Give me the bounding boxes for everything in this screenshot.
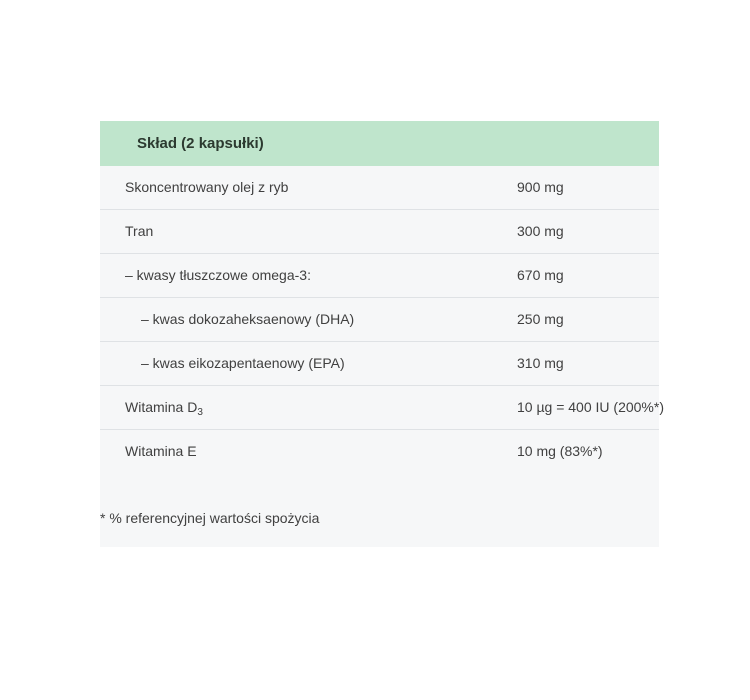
ingredient-amount: 900 mg: [517, 179, 564, 195]
ingredient-amount: 670 mg: [517, 267, 564, 283]
table-row: [100, 166, 659, 210]
ingredient-name: Witamina E: [125, 443, 197, 459]
ingredient-name: – kwasy tłuszczowe omega-3:: [125, 267, 311, 283]
table-row: [100, 254, 659, 298]
ingredient-name: – kwas eikozapentaenowy (EPA): [141, 355, 345, 371]
ingredient-amount: 10 mg (83%*): [517, 443, 603, 459]
table-row: [100, 342, 659, 386]
ingredient-amount: 10 µg = 400 IU (200%*): [517, 399, 664, 415]
ingredient-amount: 310 mg: [517, 355, 564, 371]
composition-table: [100, 121, 664, 547]
ingredient-amount: 300 mg: [517, 223, 564, 239]
table-row: [100, 210, 659, 254]
ingredient-name: – kwas dokozaheksaenowy (DHA): [141, 311, 355, 327]
ingredient-name: Tran: [125, 223, 154, 239]
table-row: [100, 386, 664, 430]
ingredient-name: Skoncentrowany olej z ryb: [125, 179, 289, 195]
ingredient-name-subscript: 3: [197, 407, 203, 418]
ingredient-name-text: Witamina D: [125, 399, 198, 415]
ingredient-name: [125, 386, 203, 429]
table-header: [100, 121, 659, 166]
table-title: Skład (2 kapsułki): [137, 135, 264, 152]
footnote: * % referencyjnej wartości spożycia: [100, 510, 320, 526]
table-row: [100, 430, 659, 474]
table-row: [100, 298, 659, 342]
ingredient-amount: 250 mg: [517, 311, 564, 327]
